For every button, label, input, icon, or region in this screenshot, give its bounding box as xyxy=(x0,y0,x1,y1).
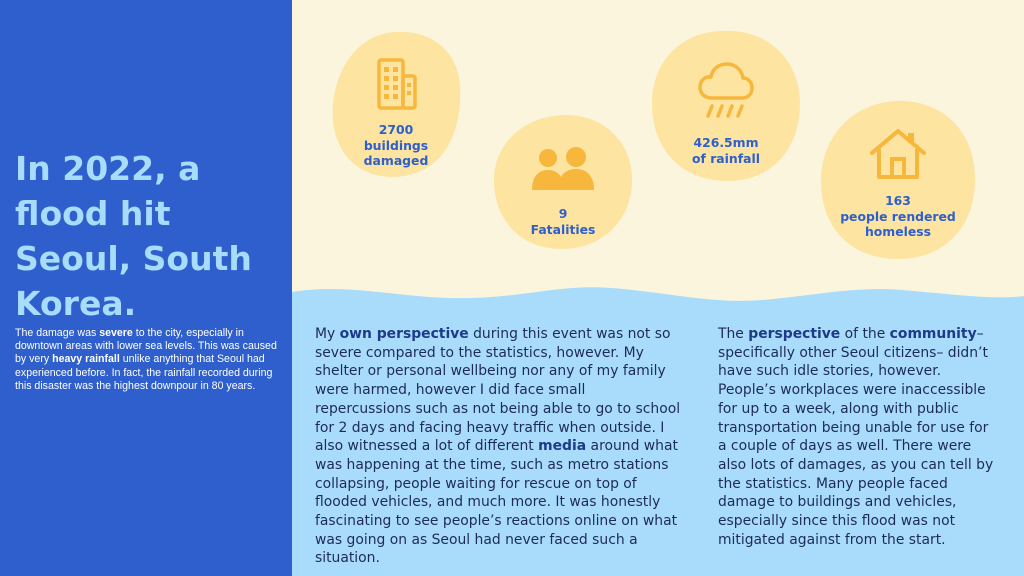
stat-buildings xyxy=(330,28,462,180)
emphasis-text: own perspective xyxy=(339,326,469,342)
stat-homeless-text xyxy=(818,193,978,240)
emphasis-text: perspective xyxy=(748,326,841,342)
emphasis-text: severe xyxy=(99,327,133,339)
stat-label: people rendered xyxy=(840,208,956,224)
stat-value: 426.5mm xyxy=(693,135,759,150)
text-run: unlike anything that Seoul had experienced before. In fact, the rainfall recorded during this disaster was the highest downpour in 80 years. xyxy=(15,353,273,392)
text-run: of the xyxy=(840,326,890,342)
stat-label: homeless xyxy=(864,224,932,239)
people-icon xyxy=(530,146,596,192)
buildings-icon xyxy=(377,58,417,110)
stat-label: of rainfall xyxy=(691,150,760,166)
text-run: around what was happening at the time, such as metro stations collapsing, people waiting for rescue on top of flooded vehicles, and much more. It was honestly fascinating to see people’s reactions online on what was going on as Seoul had never faced such a situation. xyxy=(315,438,678,567)
stat-value: 9 xyxy=(558,206,568,221)
emphasis-text: community xyxy=(889,326,977,342)
community-perspective-text xyxy=(718,325,998,549)
text-run: to the city, especially in downtown areas with lower sea levels. This was caused by very xyxy=(15,327,277,366)
headline: In 2022, a flood hit Seoul, South Korea. xyxy=(15,149,252,323)
text-run: during this event was not so severe compared to the statistics, however. My shelter or personal wellbeing nor any of my family were harmed, however I did face small repercussions such as not being able to go to school for 2 days and facing heavy traffic when outside. I also witnessed a lot of different xyxy=(315,326,681,455)
text-run: – specifically other Seoul citizens– didn’t have such idle stories, however. People’s workplaces were inaccessible for up to a week, along with public transportation being unable for use for a couple of days as well. There were also lots of damages, as you can tell by the statistics. Many people faced damage to buildings and vehicles, especially since this flood was not mitigated against from the start. xyxy=(718,326,994,548)
stat-rainfall xyxy=(650,28,802,184)
stat-fatalities xyxy=(492,112,634,252)
intro-paragraph xyxy=(15,327,277,393)
stat-label: damaged xyxy=(363,153,429,168)
rain-cloud-icon xyxy=(698,62,754,120)
personal-perspective-text xyxy=(315,325,685,568)
text-run: The xyxy=(718,326,749,342)
stat-value: 163 xyxy=(885,193,911,208)
text-run: My xyxy=(315,326,340,342)
stat-rainfall-text xyxy=(650,135,802,166)
stat-buildings-text xyxy=(330,122,462,169)
stat-homeless xyxy=(818,97,978,263)
right-area xyxy=(292,0,1024,576)
stat-value: 2700 xyxy=(378,122,414,137)
stat-fatalities-text xyxy=(492,206,634,237)
emphasis-text: heavy rainfall xyxy=(52,353,120,366)
text-run: The damage was xyxy=(15,327,100,339)
stat-label: Fatalities xyxy=(530,221,596,237)
left-panel xyxy=(0,0,292,576)
emphasis-text: media xyxy=(538,438,587,455)
stat-label: buildings xyxy=(363,137,429,153)
house-icon xyxy=(868,127,928,181)
